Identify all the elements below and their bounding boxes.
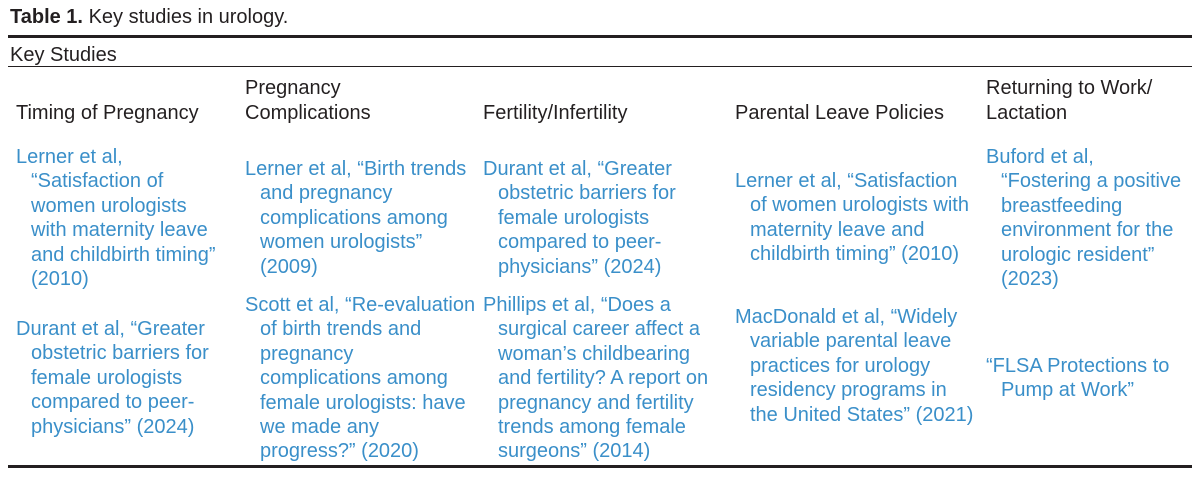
study-cell[interactable]: Durant et al, “Greater obstetric barriers for female urologists compared to peer-physicians” (2024)	[483, 158, 676, 278]
table-caption	[10, 4, 288, 30]
table-top-rule	[8, 35, 1192, 38]
study-cell[interactable]: Lerner et al, “Satisfaction of women urologists with maternity leave and childbirth timing” (2010)	[735, 170, 969, 266]
study-cell[interactable]: MacDonald et al, “Widely variable parental leave practices for urology residency programs in the United States” (2021)	[735, 306, 974, 426]
study-cell[interactable]: Scott et al, “Re-evaluation of birth trends and pregnancy complications among female urologists: have we made any progress?” (2020)	[245, 294, 476, 463]
study-cell[interactable]: Phillips et al, “Does a surgical career affect a woman’s childbearing and fertility? A report on pregnancy and fertility trends among female surgeons” (2014)	[483, 294, 709, 463]
study-cell[interactable]: Buford et al, “Fostering a positive breastfeeding environment for the urologic resident” (2023)	[986, 146, 1182, 291]
section-divider	[8, 66, 1192, 67]
col-header-complications: Pregnancy Complications	[245, 77, 371, 124]
section-title: Key Studies	[10, 44, 117, 66]
col-header-timing: Timing of Pregnancy	[16, 102, 199, 124]
table-caption-text: Key studies in urology.	[88, 6, 289, 28]
study-cell[interactable]: Lerner et al, “Satisfaction of women urologists with maternity leave and childbirth timing” (2010)	[16, 146, 216, 291]
table-caption-label: Table 1.	[10, 6, 83, 28]
study-cell[interactable]: Lerner et al, “Birth trends and pregnancy complications among women urologists” (2009)	[245, 158, 467, 278]
table-bottom-rule	[8, 465, 1192, 468]
study-cell[interactable]: “FLSA Protections to Pump at Work”	[986, 355, 1170, 402]
col-header-parental-leave: Parental Leave Policies	[735, 102, 945, 124]
col-header-returning-work: Returning to Work/ Lactation	[986, 77, 1153, 124]
study-cell[interactable]: Durant et al, “Greater obstetric barriers for female urologists compared to peer-physicians” (2024)	[16, 318, 209, 438]
col-header-fertility: Fertility/Infertility	[483, 102, 628, 124]
